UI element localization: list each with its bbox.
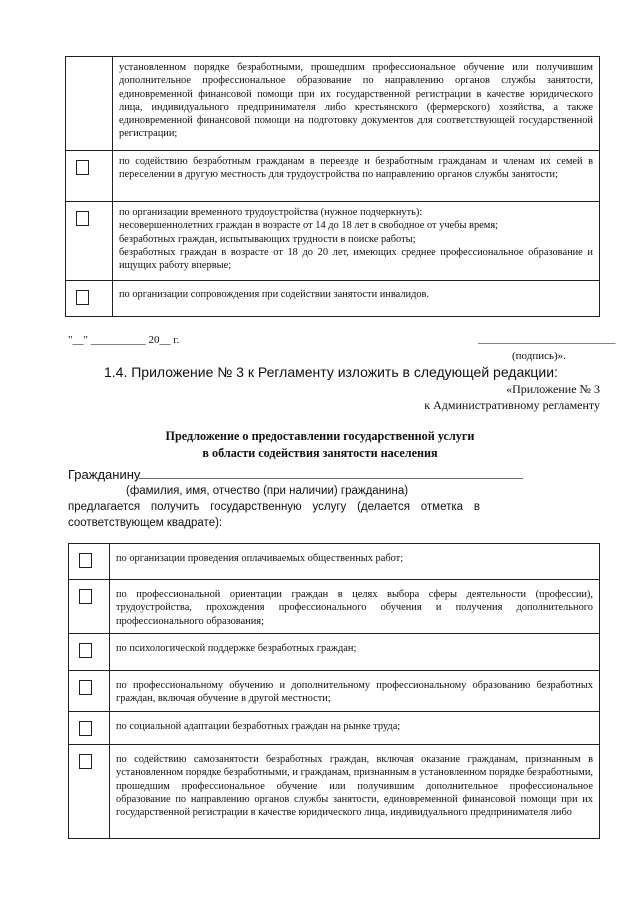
checkbox[interactable] bbox=[79, 553, 92, 568]
checkbox-cell bbox=[66, 281, 113, 317]
checkbox[interactable] bbox=[76, 211, 89, 226]
signature-line: _________________________ bbox=[478, 333, 616, 345]
checkbox-cell bbox=[69, 544, 110, 580]
row-text: по социальной адаптации безработных граждан на рынке труда; bbox=[110, 712, 600, 745]
table-row bbox=[69, 544, 600, 580]
services-table-continued bbox=[65, 56, 600, 317]
table-row bbox=[66, 151, 600, 202]
heading-line: в области содействия занятости населения bbox=[202, 446, 438, 460]
checkbox-cell bbox=[66, 151, 113, 202]
row-text: по организации сопровождения при содействии занятости инвалидов. bbox=[113, 281, 600, 317]
services-table bbox=[68, 543, 600, 839]
table-row bbox=[66, 281, 600, 317]
citizen-name-field[interactable]: ________________________________________________________________ bbox=[139, 466, 523, 480]
table-row bbox=[66, 57, 600, 151]
checkbox-cell bbox=[66, 57, 113, 151]
offer-text: предлагается получить государственную услугу (делается отметка в bbox=[68, 501, 480, 513]
checkbox[interactable] bbox=[79, 721, 92, 736]
heading-line: Предложение о предоставлении государственной услуги bbox=[165, 429, 475, 443]
row-text: по содействию безработным гражданам в переезде и безработным гражданам и членам их семей в переселении в другую местность для трудоустройства по направлению органов службы занятости; bbox=[113, 151, 600, 202]
table-row bbox=[69, 712, 600, 745]
row-text: по психологической поддержке безработных граждан; bbox=[110, 634, 600, 671]
table-row bbox=[69, 745, 600, 839]
date-line: "__" __________ 20__ г. bbox=[68, 334, 180, 346]
row-text: по профессиональному обучению и дополнительному профессиональному образованию безработных граждан, включая обучение в другой местности; bbox=[110, 671, 600, 712]
checkbox-cell bbox=[69, 580, 110, 634]
citizen-name-caption: (фамилия, имя, отчество (при наличии) гражданина) bbox=[126, 485, 409, 497]
checkbox[interactable] bbox=[79, 643, 92, 658]
table-row bbox=[66, 202, 600, 281]
checkbox-cell bbox=[69, 745, 110, 839]
row-text: по содействию самозанятости безработных граждан, включая оказание гражданам, признанным в установленном порядке безработными, и гражданам, признанным в установленном порядке безработными, прошедшим профессиональное обучение или получившим дополнительное профессиональное образование по направлению органов службы занятости, единовременной финансовой помощи при их государственной регистрации в качестве юридического лица, индивидуального предпринимателя либо bbox=[110, 745, 600, 839]
appendix-regulation: к Административному регламенту bbox=[424, 398, 600, 412]
checkbox-cell bbox=[66, 202, 113, 281]
row-text: по профессиональной ориентации граждан в целях выбора сферы деятельности (профессии), трудоустройства, прохождения профессионального обучения и получения дополнительного профессионального образования; bbox=[110, 580, 600, 634]
checkbox[interactable] bbox=[79, 589, 92, 604]
row-text: по организации проведения оплачиваемых общественных работ; bbox=[110, 544, 600, 580]
checkbox[interactable] bbox=[79, 754, 92, 769]
amendment-instruction: 1.4. Приложение № 3 к Регламенту изложить в следующей редакции: bbox=[104, 364, 558, 380]
table-row bbox=[69, 671, 600, 712]
checkbox-cell bbox=[69, 634, 110, 671]
signature-caption: (подпись)». bbox=[512, 350, 566, 362]
citizen-label: Гражданину bbox=[68, 467, 141, 482]
row-text-line: безработных граждан, испытывающих трудности в поиске работы; bbox=[119, 233, 416, 245]
offer-text-continued: соответствующем квадрате): bbox=[68, 517, 223, 529]
checkbox-cell bbox=[69, 712, 110, 745]
checkbox[interactable] bbox=[76, 160, 89, 175]
checkbox-cell bbox=[69, 671, 110, 712]
table-row bbox=[69, 580, 600, 634]
row-text-line: по организации временного трудоустройства (нужное подчеркнуть): bbox=[119, 207, 423, 218]
row-text-line: безработных граждан в возрасте от 18 до 20 лет, имеющих среднее профессиональное образование и ищущих работу впервые; bbox=[119, 246, 593, 272]
appendix-label: «Приложение № 3 bbox=[506, 382, 600, 396]
checkbox[interactable] bbox=[76, 290, 89, 305]
checkbox[interactable] bbox=[79, 680, 92, 695]
row-text-line: несовершеннолетних граждан в возрасте от 14 до 18 лет в свободное от учебы время; bbox=[119, 220, 498, 232]
row-text: установленном порядке безработными, прошедшим профессиональное обучение или получившим дополнительное профессиональное образование по направлению органов службы занятости, единовременной финансовой помощи при их государственной регистрации в качестве юридического лица, индивидуального предпринимателя либо крестьянского (фермерского) хозяйства, а также единовременной финансовой помощи на подготовку документов для соответствующей государственной регистрации; bbox=[113, 57, 600, 151]
document-heading bbox=[0, 428, 640, 462]
table-row bbox=[69, 634, 600, 671]
row-text bbox=[113, 202, 600, 281]
